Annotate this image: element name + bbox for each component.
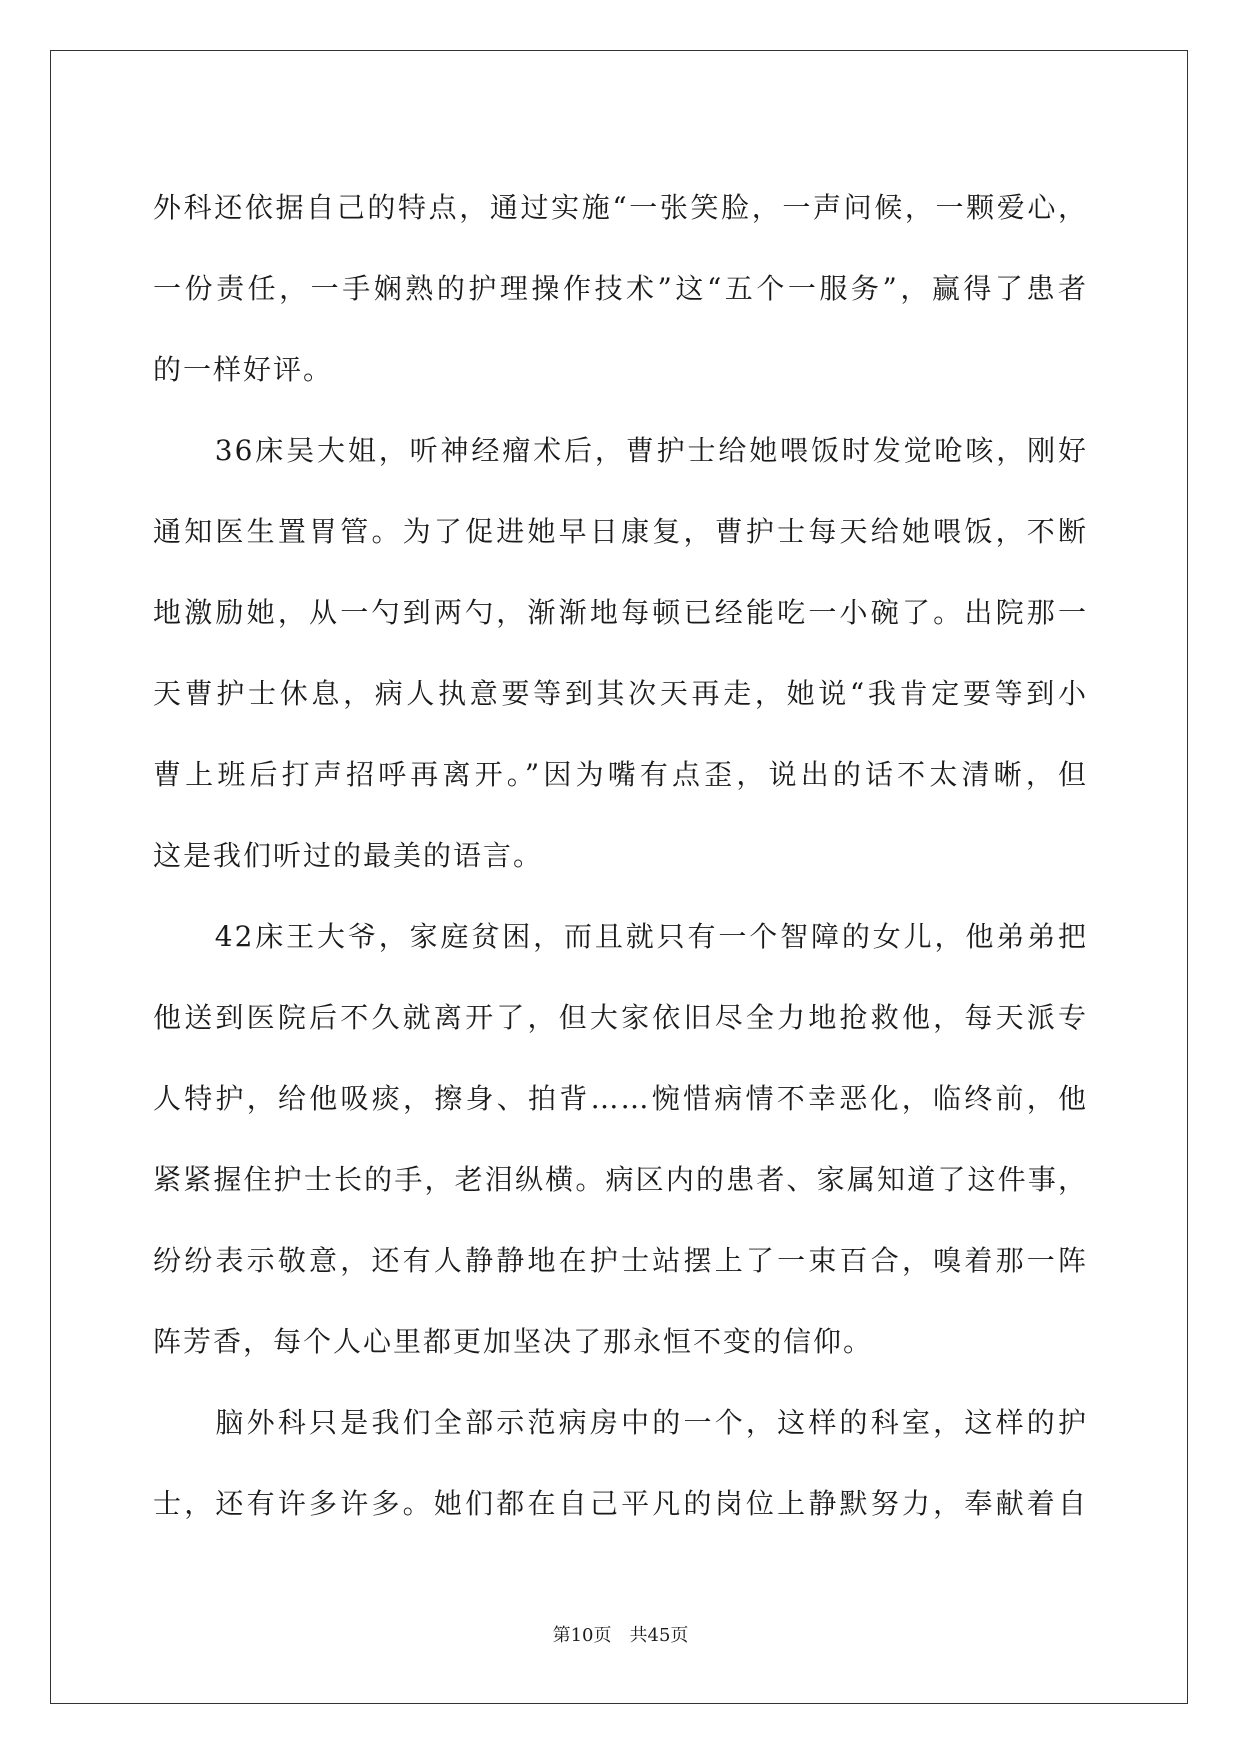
text-line: 士，还有许多许多。她们都在自己平凡的岗位上静默努力，奉献着自 (153, 1487, 1088, 1520)
text-line: 纷纷表示敬意，还有人静静地在护士站摆上了一束百合，嗅着那一阵 (153, 1244, 1088, 1277)
text-line: 脑外科只是我们全部示范病房中的一个，这样的科室，这样的护 (153, 1406, 1088, 1439)
text-line: 42床王大爷，家庭贫困，而且就只有一个智障的女儿，他弟弟把 (153, 920, 1088, 953)
text-line: 曹上班后打声招呼再离开。”因为嘴有点歪，说出的话不太清晰，但 (153, 758, 1088, 791)
text-line: 人特护，给他吸痰，擦身、拍背……惋惜病情不幸恶化，临终前，他 (153, 1082, 1088, 1115)
page-footer: 第10页 共45页 (552, 1625, 689, 1646)
text-line: 他送到医院后不久就离开了，但大家依旧尽全力地抢救他，每天派专 (153, 1001, 1088, 1034)
text-line: 这是我们听过的最美的语言。 (153, 839, 544, 872)
text-line: 的一样好评。 (153, 353, 334, 386)
text-line: 阵芳香，每个人心里都更加坚决了那永恒不变的信仰。 (153, 1325, 874, 1358)
text-line: 外科还依据自己的特点，通过实施“一张笑脸，一声问候，一颗爱心， (153, 191, 1088, 224)
text-line: 通知医生置胃管。为了促进她早日康复，曹护士每天给她喂饭，不断 (153, 515, 1088, 548)
text-line: 天曹护士休息，病人执意要等到其次天再走，她说“我肯定要等到小 (153, 677, 1088, 710)
text-line: 地激励她，从一勺到两勺，渐渐地每顿已经能吃一小碗了。出院那一 (153, 596, 1088, 629)
text-line: 36床吴大姐，听神经瘤术后，曹护士给她喂饭时发觉呛咳，刚好 (153, 434, 1088, 467)
text-line: 一份责任，一手娴熟的护理操作技术”这“五个一服务”，赢得了患者 (153, 272, 1088, 305)
text-line: 紧紧握住护士长的手，老泪纵横。病区内的患者、家属知道了这件事， (153, 1163, 1088, 1196)
document-body (153, 167, 1088, 1544)
